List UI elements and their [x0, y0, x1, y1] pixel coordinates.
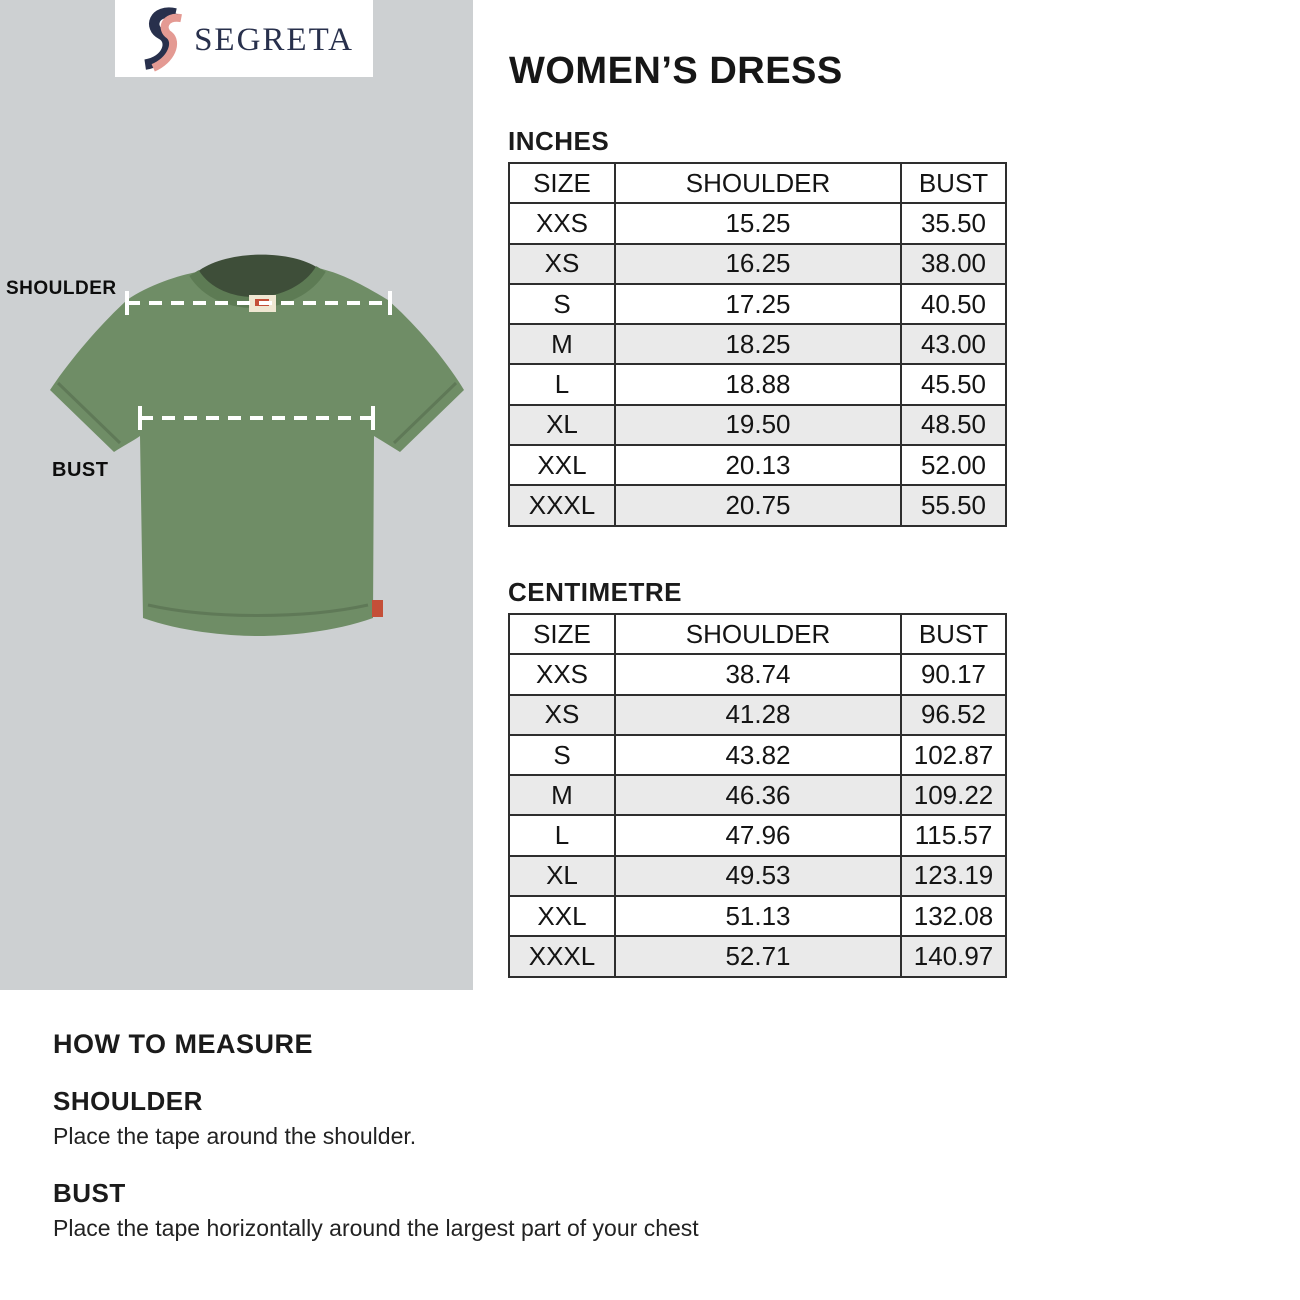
table-header-row [509, 614, 1006, 654]
table-cell: 17.25 [615, 284, 901, 324]
table-cell: 140.97 [901, 936, 1006, 976]
table-cell: 90.17 [901, 654, 1006, 694]
table-cell: 41.28 [615, 695, 901, 735]
diagram-shoulder-label: SHOULDER [6, 278, 117, 299]
how-to-measure-bust-label: BUST [53, 1178, 126, 1208]
table-cell: 96.52 [901, 695, 1006, 735]
diagram-bust-label: BUST [52, 459, 109, 481]
brand-logo [115, 0, 373, 77]
table-cell: XXXL [509, 936, 615, 976]
tshirt-graphic [30, 245, 475, 645]
table-cell: 48.50 [901, 405, 1006, 445]
table-cell: 18.88 [615, 364, 901, 404]
table-row [509, 775, 1006, 815]
table-cell: M [509, 324, 615, 364]
table-row [509, 856, 1006, 896]
centimetre-size-table [508, 613, 1007, 978]
table-cell: L [509, 364, 615, 404]
brand-name: SEGRETA [194, 22, 354, 58]
table-cell: 47.96 [615, 815, 901, 855]
table-cell: 38.74 [615, 654, 901, 694]
table-cell: 115.57 [901, 815, 1006, 855]
table-cell: 102.87 [901, 735, 1006, 775]
table-cell: 18.25 [615, 324, 901, 364]
table-cell: XS [509, 244, 615, 284]
how-to-measure-title: HOW TO MEASURE [53, 1029, 314, 1059]
table-row [509, 735, 1006, 775]
table-cell: 109.22 [901, 775, 1006, 815]
table-cell: 15.25 [615, 203, 901, 243]
table-header-row [509, 163, 1006, 203]
table-cell: 45.50 [901, 364, 1006, 404]
logo-s-icon [134, 3, 190, 75]
table-row [509, 405, 1006, 445]
table-cell: 52.71 [615, 936, 901, 976]
table-row [509, 445, 1006, 485]
how-to-measure-bust-text: Place the tape horizontally around the largest part of your chest [53, 1215, 699, 1241]
table-cell: 43.82 [615, 735, 901, 775]
table-cell: 19.50 [615, 405, 901, 445]
table-cell: XL [509, 405, 615, 445]
table-cell: S [509, 735, 615, 775]
inches-size-table [508, 162, 1007, 527]
centimetre-table-label: CENTIMETRE [508, 577, 682, 607]
table-row [509, 364, 1006, 404]
table-cell: 35.50 [901, 203, 1006, 243]
table-cell: 46.36 [615, 775, 901, 815]
table-cell: XXS [509, 203, 615, 243]
table-row [509, 324, 1006, 364]
side-hem-tag [372, 600, 383, 617]
tshirt-image [30, 245, 475, 645]
table-cell: L [509, 815, 615, 855]
table-cell: 52.00 [901, 445, 1006, 485]
table-row [509, 654, 1006, 694]
table-cell: 20.13 [615, 445, 901, 485]
table-cell: 20.75 [615, 485, 901, 525]
column-header: BUST [901, 163, 1006, 203]
table-row [509, 896, 1006, 936]
table-cell: M [509, 775, 615, 815]
table-cell: XXL [509, 445, 615, 485]
table-row [509, 203, 1006, 243]
column-header: SHOULDER [615, 163, 901, 203]
table-cell: 38.00 [901, 244, 1006, 284]
table-row [509, 936, 1006, 976]
page-title: WOMEN’S DRESS [509, 50, 843, 92]
column-header: BUST [901, 614, 1006, 654]
table-cell: XS [509, 695, 615, 735]
tshirt-body [50, 268, 464, 636]
table-cell: XXL [509, 896, 615, 936]
table-cell: 49.53 [615, 856, 901, 896]
table-cell: 51.13 [615, 896, 901, 936]
table-row [509, 284, 1006, 324]
diagram-panel [0, 0, 473, 990]
table-row [509, 695, 1006, 735]
column-header: SIZE [509, 614, 615, 654]
table-cell: 43.00 [901, 324, 1006, 364]
table-cell: 132.08 [901, 896, 1006, 936]
table-cell: 123.19 [901, 856, 1006, 896]
table-cell: 16.25 [615, 244, 901, 284]
inches-table-label: INCHES [508, 126, 610, 156]
table-cell: S [509, 284, 615, 324]
how-to-measure-shoulder-text: Place the tape around the shoulder. [53, 1123, 417, 1149]
table-row [509, 485, 1006, 525]
table-cell: 40.50 [901, 284, 1006, 324]
table-cell: XXS [509, 654, 615, 694]
table-cell: 55.50 [901, 485, 1006, 525]
column-header: SHOULDER [615, 614, 901, 654]
table-row [509, 815, 1006, 855]
table-row [509, 244, 1006, 284]
table-cell: XXXL [509, 485, 615, 525]
table-cell: XL [509, 856, 615, 896]
column-header: SIZE [509, 163, 615, 203]
how-to-measure-shoulder-label: SHOULDER [53, 1086, 203, 1116]
